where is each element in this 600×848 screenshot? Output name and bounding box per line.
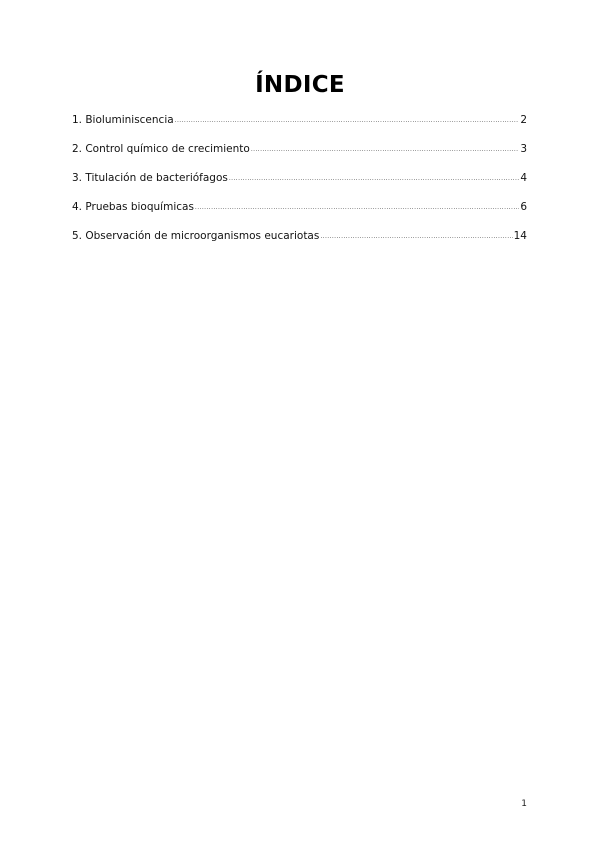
toc-entry-page: 6: [520, 201, 527, 213]
toc-entry-observacion[interactable]: [72, 230, 527, 259]
page-title: ÍNDICE: [255, 72, 345, 98]
toc-entry-page: 3: [520, 143, 527, 155]
toc-entry-titulacion[interactable]: [72, 172, 527, 201]
toc-entry-label: 1. Bioluminiscencia: [72, 114, 174, 126]
toc-dot-leader: [175, 117, 520, 124]
toc-entry-label: 3. Titulación de bacteriófagos: [72, 172, 228, 184]
toc-entry-page: 4: [520, 172, 527, 184]
toc-dot-leader: [229, 175, 519, 182]
toc-entry-control-quimico[interactable]: [72, 143, 527, 172]
toc-entry-bioluminiscencia[interactable]: [72, 114, 527, 143]
toc-dot-leader: [251, 146, 519, 153]
toc-entry-label: 5. Observación de microorganismos eucariotas: [72, 230, 320, 242]
toc-dot-leader: [195, 204, 519, 211]
page-number: 1: [521, 799, 527, 809]
toc-entry-page: 14: [513, 230, 527, 242]
toc-entry-page: 2: [520, 114, 527, 126]
toc-dot-leader: [320, 233, 512, 240]
toc-entry-label: 4. Pruebas bioquímicas: [72, 201, 194, 213]
table-of-contents: [72, 114, 527, 259]
toc-entry-label: 2. Control químico de crecimiento: [72, 143, 250, 155]
toc-entry-pruebas-bioquimicas[interactable]: [72, 201, 527, 230]
